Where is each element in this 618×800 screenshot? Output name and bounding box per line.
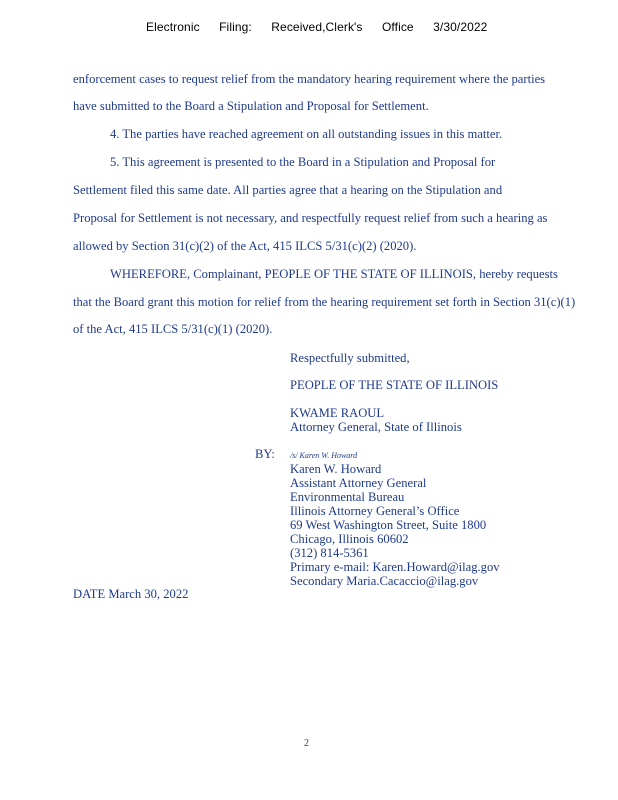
date-line: DATE March 30, 2022	[73, 587, 189, 601]
ag-title: Attorney General, State of Illinois	[290, 420, 462, 434]
paragraph-line: allowed by Section 31(c)(2) of the Act, 415 ILCS 5/31(c)(2) (2020).	[73, 239, 417, 253]
paragraph-line: that the Board grant this motion for relief from the hearing requirement set forth in Section 31(c)(1)	[73, 295, 576, 309]
filing-header	[146, 20, 503, 34]
street-address: 69 West Washington Street, Suite 1800	[290, 518, 487, 532]
header-filing: Filing:	[219, 20, 252, 34]
header-office: Office	[381, 20, 414, 34]
city-address: Chicago, Illinois 60602	[290, 532, 409, 546]
header-electronic: Electronic	[146, 20, 200, 34]
page-number: 2	[304, 738, 309, 749]
by-label: BY:	[255, 447, 275, 461]
paragraph-line: Settlement filed this same date. All parties agree that a hearing on the Stipulation and	[73, 183, 503, 197]
header-received: Received,Clerk's	[271, 20, 363, 34]
paragraph-line: 5. This agreement is presented to the Board in a Stipulation and Proposal for	[110, 155, 496, 169]
signer-title: Assistant Attorney General	[290, 476, 427, 490]
office-name: Illinois Attorney General’s Office	[290, 504, 460, 518]
primary-email: Primary e-mail: Karen.Howard@ilag.gov	[290, 560, 500, 574]
paragraph-line: enforcement cases to request relief from the mandatory hearing requirement where the parties	[73, 72, 546, 86]
phone-number: (312) 814-5361	[290, 546, 369, 560]
signer-name: Karen W. Howard	[290, 462, 382, 476]
paragraph-line: 4. The parties have reached agreement on all outstanding issues in this matter.	[110, 127, 503, 141]
party-name: PEOPLE OF THE STATE OF ILLINOIS	[290, 378, 499, 392]
bureau-name: Environmental Bureau	[290, 490, 405, 504]
paragraph-line: have submitted to the Board a Stipulation and Proposal for Settlement.	[73, 99, 429, 113]
closing-text: Respectfully submitted,	[290, 351, 410, 365]
paragraph-line: WHEREFORE, Complainant, PEOPLE OF THE STATE OF ILLINOIS, hereby requests	[110, 267, 558, 281]
secondary-email: Secondary Maria.Cacaccio@ilag.gov	[290, 574, 479, 588]
electronic-signature: /s/ Karen W. Howard	[290, 451, 358, 460]
header-date: 3/30/2022	[433, 20, 488, 34]
ag-name: KWAME RAOUL	[290, 406, 385, 420]
paragraph-line: of the Act, 415 ILCS 5/31(c)(1) (2020).	[73, 322, 273, 336]
paragraph-line: Proposal for Settlement is not necessary, and respectfully request relief from such a hearing as	[73, 211, 548, 225]
